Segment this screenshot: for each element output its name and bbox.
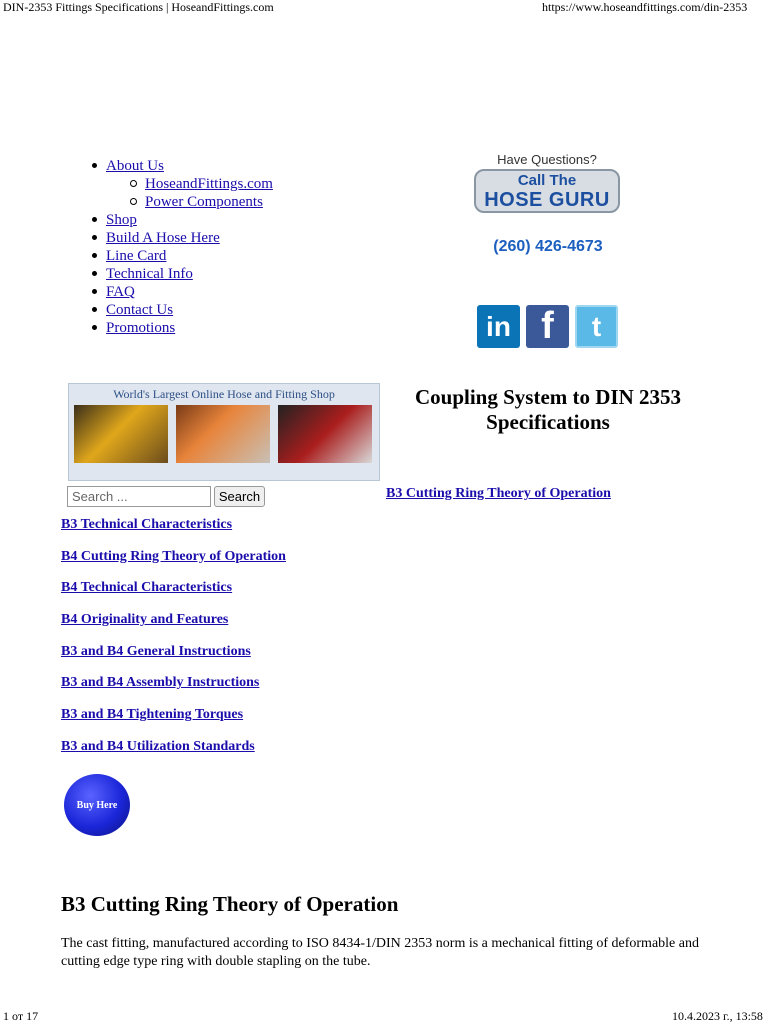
nav-link-power-components[interactable]: Power Components [145, 194, 263, 210]
banner-photo-fitting [176, 405, 270, 463]
section-body: The cast fitting, manufactured according to ISO 8434-1/DIN 2353 norm is a mechanical fitting of deformable and cutting edge type ring with double stapling on the tube. [61, 936, 699, 969]
banner-title: World's Largest Online Hose and Fitting Shop [113, 387, 335, 401]
nav-subitem [106, 175, 273, 193]
toc-item [61, 612, 286, 644]
toc-item [61, 675, 286, 707]
twitter-icon[interactable]: t [575, 305, 618, 348]
toc-link[interactable]: B4 Technical Characteristics [61, 580, 233, 596]
main-nav [88, 157, 273, 337]
search-input[interactable] [67, 486, 211, 507]
nav-link-build-a-hose[interactable]: Build A Hose Here [106, 230, 220, 246]
nav-item-about [88, 157, 273, 211]
banner-photo-gauge [278, 405, 372, 463]
nav-subitem [106, 193, 273, 211]
toc-link[interactable]: B3 Technical Characteristics [61, 517, 233, 532]
nav-link-shop[interactable]: Shop [106, 212, 137, 228]
nav-item [88, 301, 273, 319]
toc-item [61, 644, 286, 676]
nav-item [88, 247, 273, 265]
nav-item [88, 211, 273, 229]
toc-item [61, 739, 286, 771]
toc-item [61, 707, 286, 739]
toc-item [61, 517, 286, 549]
nav-link-promotions[interactable]: Promotions [106, 320, 176, 336]
toc-item [61, 580, 286, 612]
nav-link-technical-info[interactable]: Technical Info [106, 266, 193, 282]
toc-link[interactable]: B3 and B4 Utilization Standards [61, 738, 255, 754]
guru-badge [474, 169, 620, 213]
print-footer-page: 1 от 17 [3, 1009, 39, 1023]
nav-link-contact-us[interactable]: Contact Us [106, 302, 174, 318]
phone-number[interactable]: (260) 426-4673 [493, 238, 603, 255]
toc-link[interactable]: B3 and B4 Assembly Instructions [61, 675, 260, 691]
hose-guru-banner[interactable] [470, 152, 624, 213]
nav-link-faq[interactable]: FAQ [106, 284, 135, 300]
facebook-icon[interactable]: f [526, 305, 569, 348]
print-footer-datetime: 10.4.2023 г., 13:58 [672, 1009, 763, 1023]
toc-link[interactable]: B4 Cutting Ring Theory of Operation [61, 548, 286, 564]
toc-list [61, 517, 286, 771]
about-submenu [106, 175, 273, 211]
print-header-title: DIN-2353 Fittings Specifications | HoseandFittings.com [3, 0, 274, 14]
nav-link-line-card[interactable]: Line Card [106, 248, 167, 264]
guru-call-text: Call The [517, 172, 577, 189]
link-b3-cutting-ring[interactable]: B3 Cutting Ring Theory of Operation [386, 486, 611, 501]
toc-item [61, 549, 286, 581]
guru-question: Have Questions? [497, 152, 597, 167]
section-heading: B3 Cutting Ring Theory of Operation [61, 892, 399, 916]
nav-link-about[interactable]: About Us [106, 158, 164, 174]
banner-photos [74, 405, 372, 463]
nav-link-hoseandfittings[interactable]: HoseandFittings.com [145, 176, 273, 192]
nav-item [88, 283, 273, 301]
print-header-url: https://www.hoseandfittings.com/din-2353 [542, 0, 748, 14]
nav-item [88, 265, 273, 283]
buy-here-button[interactable]: Buy Here [64, 774, 130, 836]
social-links [477, 305, 618, 348]
toc-link[interactable]: B4 Originality and Features [61, 612, 229, 628]
toc-link[interactable]: B3 and B4 General Instructions [61, 643, 251, 659]
page-title: Coupling System to DIN 2353 Specifications [414, 385, 682, 434]
linkedin-icon[interactable]: in [477, 305, 520, 348]
nav-item [88, 229, 273, 247]
guru-name-text: HOSE GURU [484, 189, 610, 211]
nav-item [88, 319, 273, 337]
toc-link[interactable]: B3 and B4 Tightening Torques [61, 707, 244, 723]
banner-photo-helmet [74, 405, 168, 463]
shop-banner[interactable] [68, 383, 380, 481]
search-button[interactable]: Search [214, 486, 265, 507]
